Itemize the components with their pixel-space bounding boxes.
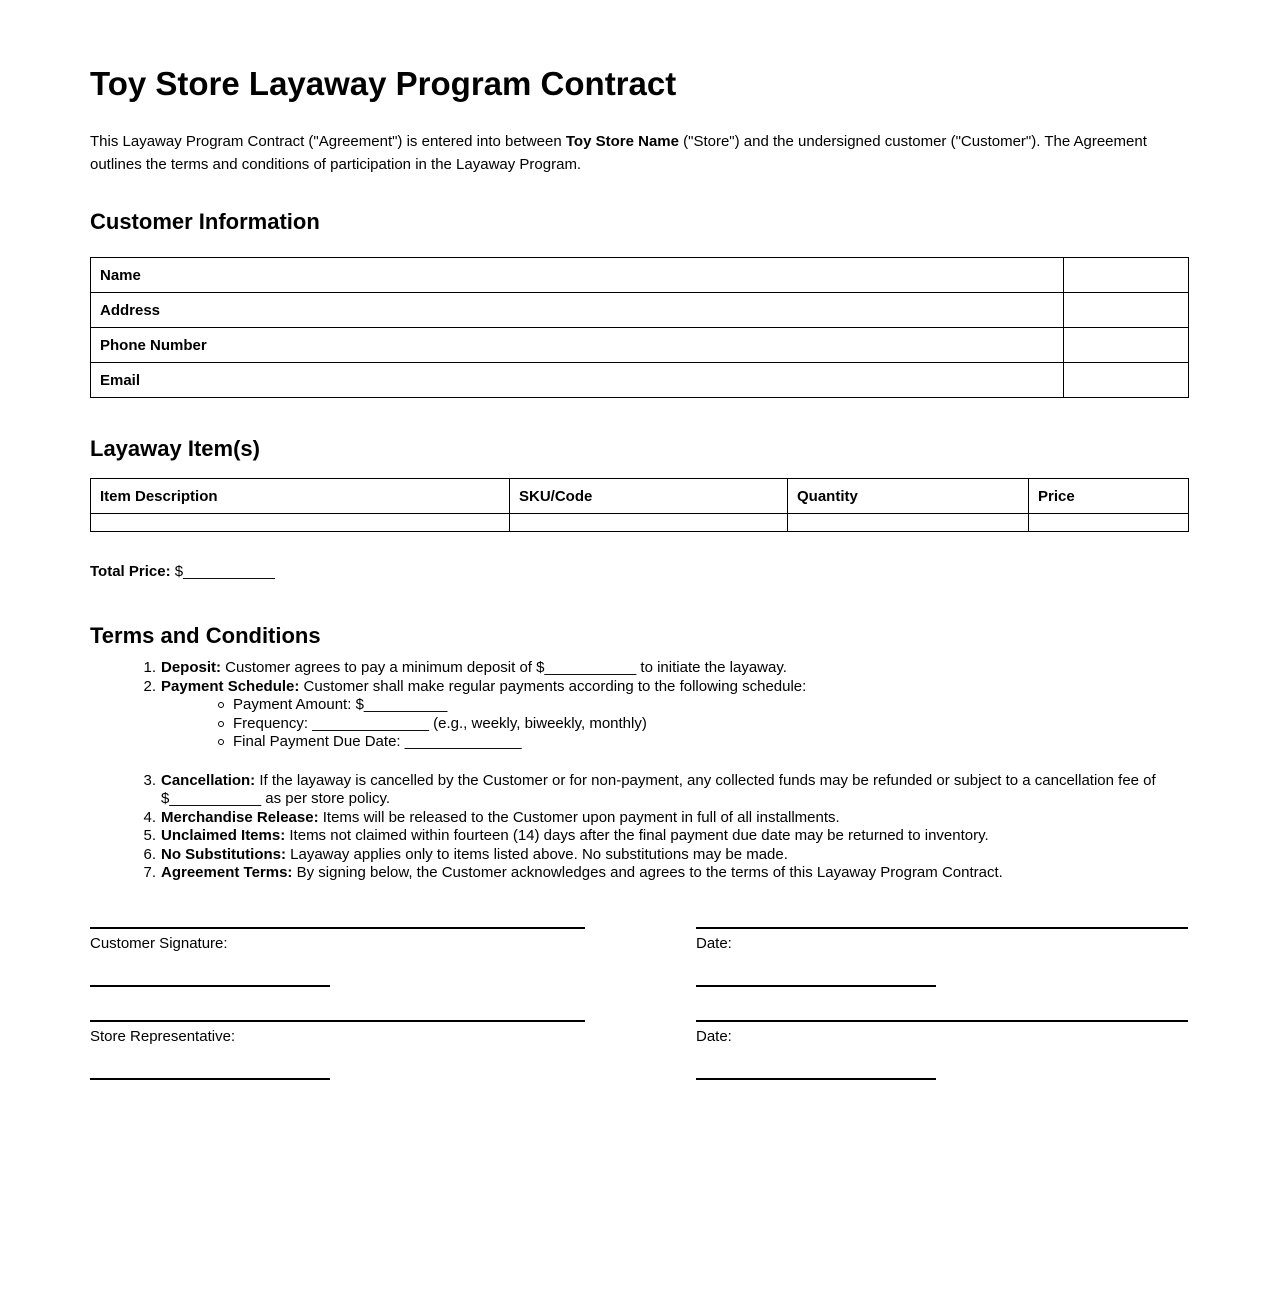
sub-item-text: Frequency: ______________ (e.g., weekly, biweekly, monthly) [233,714,647,732]
price-field[interactable] [1029,514,1189,532]
table-row [91,328,1189,363]
terms-heading: Terms and Conditions [90,623,321,648]
table-row [91,258,1189,293]
customer-phone-field[interactable] [1064,328,1189,363]
total-price-blank[interactable]: $___________ [174,563,275,580]
store-representative-label: Store Representative: [90,1027,236,1045]
term-number: 7. [143,864,156,881]
store-date-line[interactable] [696,1020,1188,1022]
store-representative-line[interactable] [90,1020,585,1022]
term-bold-label: Agreement Terms: [161,864,293,881]
customer-address-field[interactable] [1064,293,1189,328]
customer-name-label: Name [91,258,1064,293]
total-price-label: Total Price: [90,563,171,580]
terms-list [90,659,1188,883]
term-payment-schedule [90,678,1188,752]
customer-signature-block [90,927,585,987]
term-text [161,864,1188,883]
customer-phone-label: Phone Number [91,328,1064,363]
term-body-text: Items will be released to the Customer upon payment in full of all installments. [318,808,840,826]
customer-date-block [696,927,1188,987]
layaway-items-table [90,478,1189,532]
term-body-text: If the layaway is cancelled by the Customer or for non-payment, any collected funds may be refunded or subject to a cancellation fee of $___________ as per store policy. [161,771,1156,807]
intro-paragraph [90,130,1188,176]
table-row [91,363,1189,398]
term-cancellation [90,772,1188,809]
intro-store-name: Toy Store Name [565,133,679,150]
sub-item-frequency [161,715,1188,734]
quantity-field[interactable] [788,514,1029,532]
sub-item-text: Final Payment Due Date: ______________ [233,733,522,750]
term-bold-label: Merchandise Release: [161,808,319,826]
circle-bullet-icon [218,739,224,745]
document-title: Toy Store Layaway Program Contract [90,65,677,102]
signature-section [90,927,1188,1080]
term-bold-label: Unclaimed Items: [161,827,286,844]
term-unclaimed-items [90,827,1188,846]
layaway-items-heading: Layaway Item(s) [90,436,260,461]
term-text [161,772,1188,809]
term-text [161,846,1188,865]
store-representative-block [90,1020,585,1080]
table-row [91,293,1189,328]
quantity-header: Quantity [788,479,1029,514]
term-number: 4. [143,808,156,826]
customer-signature-label: Customer Signature: [90,934,228,952]
circle-bullet-icon [218,721,224,727]
customer-signature-line[interactable] [90,927,585,929]
term-number: 3. [143,771,156,789]
term-bold-label: No Substitutions: [161,845,286,863]
intro-text-post: ("Store") and the undersigned customer ("Customer"). The Agreement outlines the terms and conditions of participation in the Layaway Program. [90,133,1147,173]
term-number: 2. [143,677,156,695]
customer-date-line[interactable] [696,927,1188,929]
store-representative-underline[interactable] [90,1078,330,1080]
intro-text-pre: This Layaway Program Contract ("Agreement") is entered into between [90,133,566,150]
customer-date-label: Date: [696,934,732,952]
sub-item-text: Payment Amount: $__________ [233,696,448,713]
item-description-field[interactable] [91,514,510,532]
customer-address-label: Address [91,293,1064,328]
price-header: Price [1029,479,1189,514]
term-text [161,659,1188,678]
table-row [91,514,1189,532]
item-description-header: Item Description [91,479,510,514]
sku-code-field[interactable] [510,514,788,532]
term-body-text: Customer shall make regular payments according to the following schedule: [299,677,807,695]
customer-date-underline[interactable] [696,985,936,987]
table-header-row [91,479,1189,514]
term-bold-label: Cancellation: [161,771,256,789]
store-date-block [696,1020,1188,1080]
term-text [161,678,1188,752]
customer-email-label: Email [91,363,1064,398]
term-number: 1. [143,659,156,676]
term-text [161,827,1188,846]
term-no-substitutions [90,846,1188,865]
customer-info-table [90,257,1189,398]
total-price-line [90,563,1188,581]
term-bold-label: Payment Schedule: [161,677,300,695]
term-body-text: Customer agrees to pay a minimum deposit of $___________ to initiate the layaway. [221,659,787,676]
customer-signature-underline[interactable] [90,985,330,987]
store-date-underline[interactable] [696,1078,936,1080]
term-number: 6. [143,845,156,863]
sub-item-final-payment-due-date [161,733,1188,752]
term-deposit [90,659,1188,678]
term-merchandise-release [90,809,1188,828]
circle-bullet-icon [218,702,224,708]
customer-name-field[interactable] [1064,258,1189,293]
customer-email-field[interactable] [1064,363,1189,398]
term-text [161,809,1188,828]
term-bold-label: Deposit: [161,659,221,676]
sub-item-payment-amount [161,696,1188,715]
term-agreement-terms [90,864,1188,883]
term-body-text: Items not claimed within fourteen (14) days after the final payment due date may be returned to inventory. [285,827,989,844]
term-body-text: Layaway applies only to items listed above. No substitutions may be made. [285,845,788,863]
term-number: 5. [143,827,156,844]
sku-code-header: SKU/Code [510,479,788,514]
term-body-text: By signing below, the Customer acknowledges and agrees to the terms of this Layaway Program Contract. [292,864,1003,881]
customer-info-heading: Customer Information [90,209,320,234]
store-date-label: Date: [696,1027,732,1045]
